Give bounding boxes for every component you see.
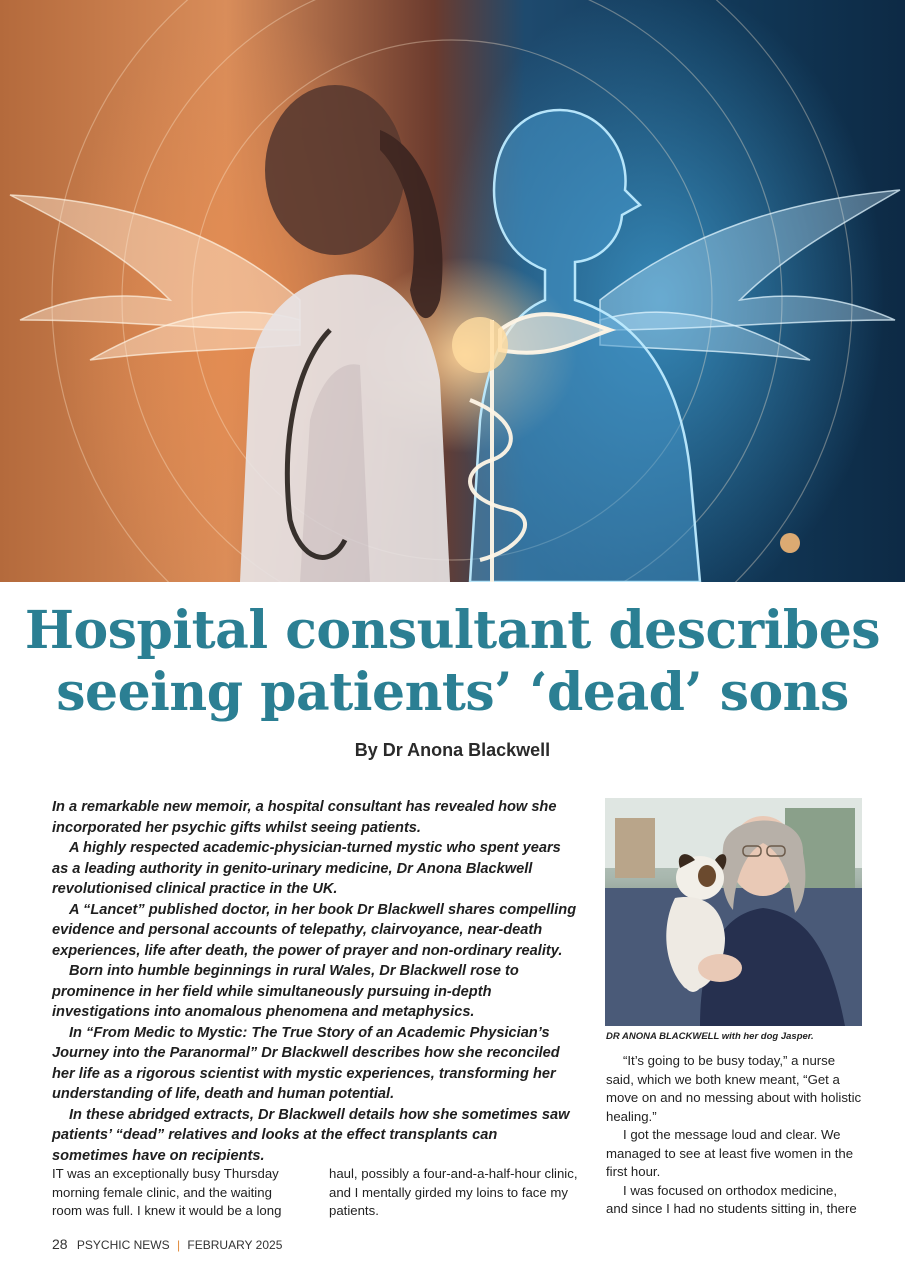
- body-column-1: [52, 1165, 287, 1221]
- hero-illustration: [0, 0, 905, 582]
- body-column-2: [329, 1165, 584, 1221]
- body-paragraph: IT was an exceptionally busy Thursday morning female clinic, and the waiting room was full. I knew it would be a long: [52, 1166, 282, 1218]
- standfirst-paragraph: In these abridged extracts, Dr Blackwell details how she sometimes saw patients’ “dead” relatives and looks at the effect transplants can sometimes have on recipients.: [52, 1106, 570, 1164]
- doctor-silhouette: [240, 85, 450, 582]
- issue-date: FEBRUARY 2025: [187, 1238, 283, 1252]
- body-paragraph: haul, possibly a four-and-a-half-hour clinic, and I mentally girded my loins to face my patients.: [329, 1166, 578, 1218]
- body-paragraph: I was focused on orthodox medicine, and since I had no students sitting in, there: [606, 1182, 857, 1216]
- hero-artwork: [0, 0, 905, 582]
- standfirst-paragraph: A highly respected academic-physician-turned mystic who spent years as a leading authority in genito-urinary medicine, Dr Anona Blackwell revolutionised clinical practice in the UK.: [52, 840, 561, 897]
- body-paragraph: “It’s going to be busy today,” a nurse said, which we both knew meant, “Get a move on and no messing about with holistic healing.”: [606, 1053, 862, 1124]
- right-wing: [600, 190, 900, 360]
- page-number: 28: [52, 1236, 68, 1252]
- article-title: Hospital consultant describes seeing patients’ ‘dead’ sons: [24, 600, 881, 723]
- standfirst-paragraph: In “From Medic to Mystic: The True Story of an Academic Physician’s Journey into the Paranormal” Dr Blackwell describes how she reconciled her life as a rigorous scientist with mystic experiences, transforming her understanding of life, death and human potential.: [52, 1024, 560, 1102]
- standfirst-paragraph: In a remarkable new memoir, a hospital consultant has revealed how she incorporated her psychic gifts whilst seeing patients.: [52, 799, 557, 836]
- footer-separator: |: [176, 1238, 181, 1252]
- body-paragraph: I got the message loud and clear. We managed to see at least five women in the first hour.: [606, 1127, 854, 1179]
- article-standfirst: [52, 797, 577, 1166]
- standfirst-paragraph: A “Lancet” published doctor, in her book Dr Blackwell shares compelling evidence and personal accounts of telepathy, clairvoyance, near-death experiences, life after death, the power of prayer and non-ordinary reality.: [52, 901, 577, 959]
- publication-name: PSYCHIC NEWS: [76, 1238, 170, 1252]
- body-column-3: [606, 1052, 862, 1219]
- standfirst-paragraph: Born into humble beginnings in rural Wales, Dr Blackwell rose to prominence in her field while simultaneously pursuing in-depth investigations into anomalous phenomena and metaphysics.: [52, 963, 519, 1020]
- author-with-dog-image: [605, 798, 862, 1026]
- page-footer: [52, 1236, 282, 1252]
- article-byline: By Dr Anona Blackwell: [354, 740, 551, 760]
- photo-caption: DR ANONA BLACKWELL with her dog Jasper.: [606, 1031, 814, 1042]
- author-photo: [605, 798, 862, 1026]
